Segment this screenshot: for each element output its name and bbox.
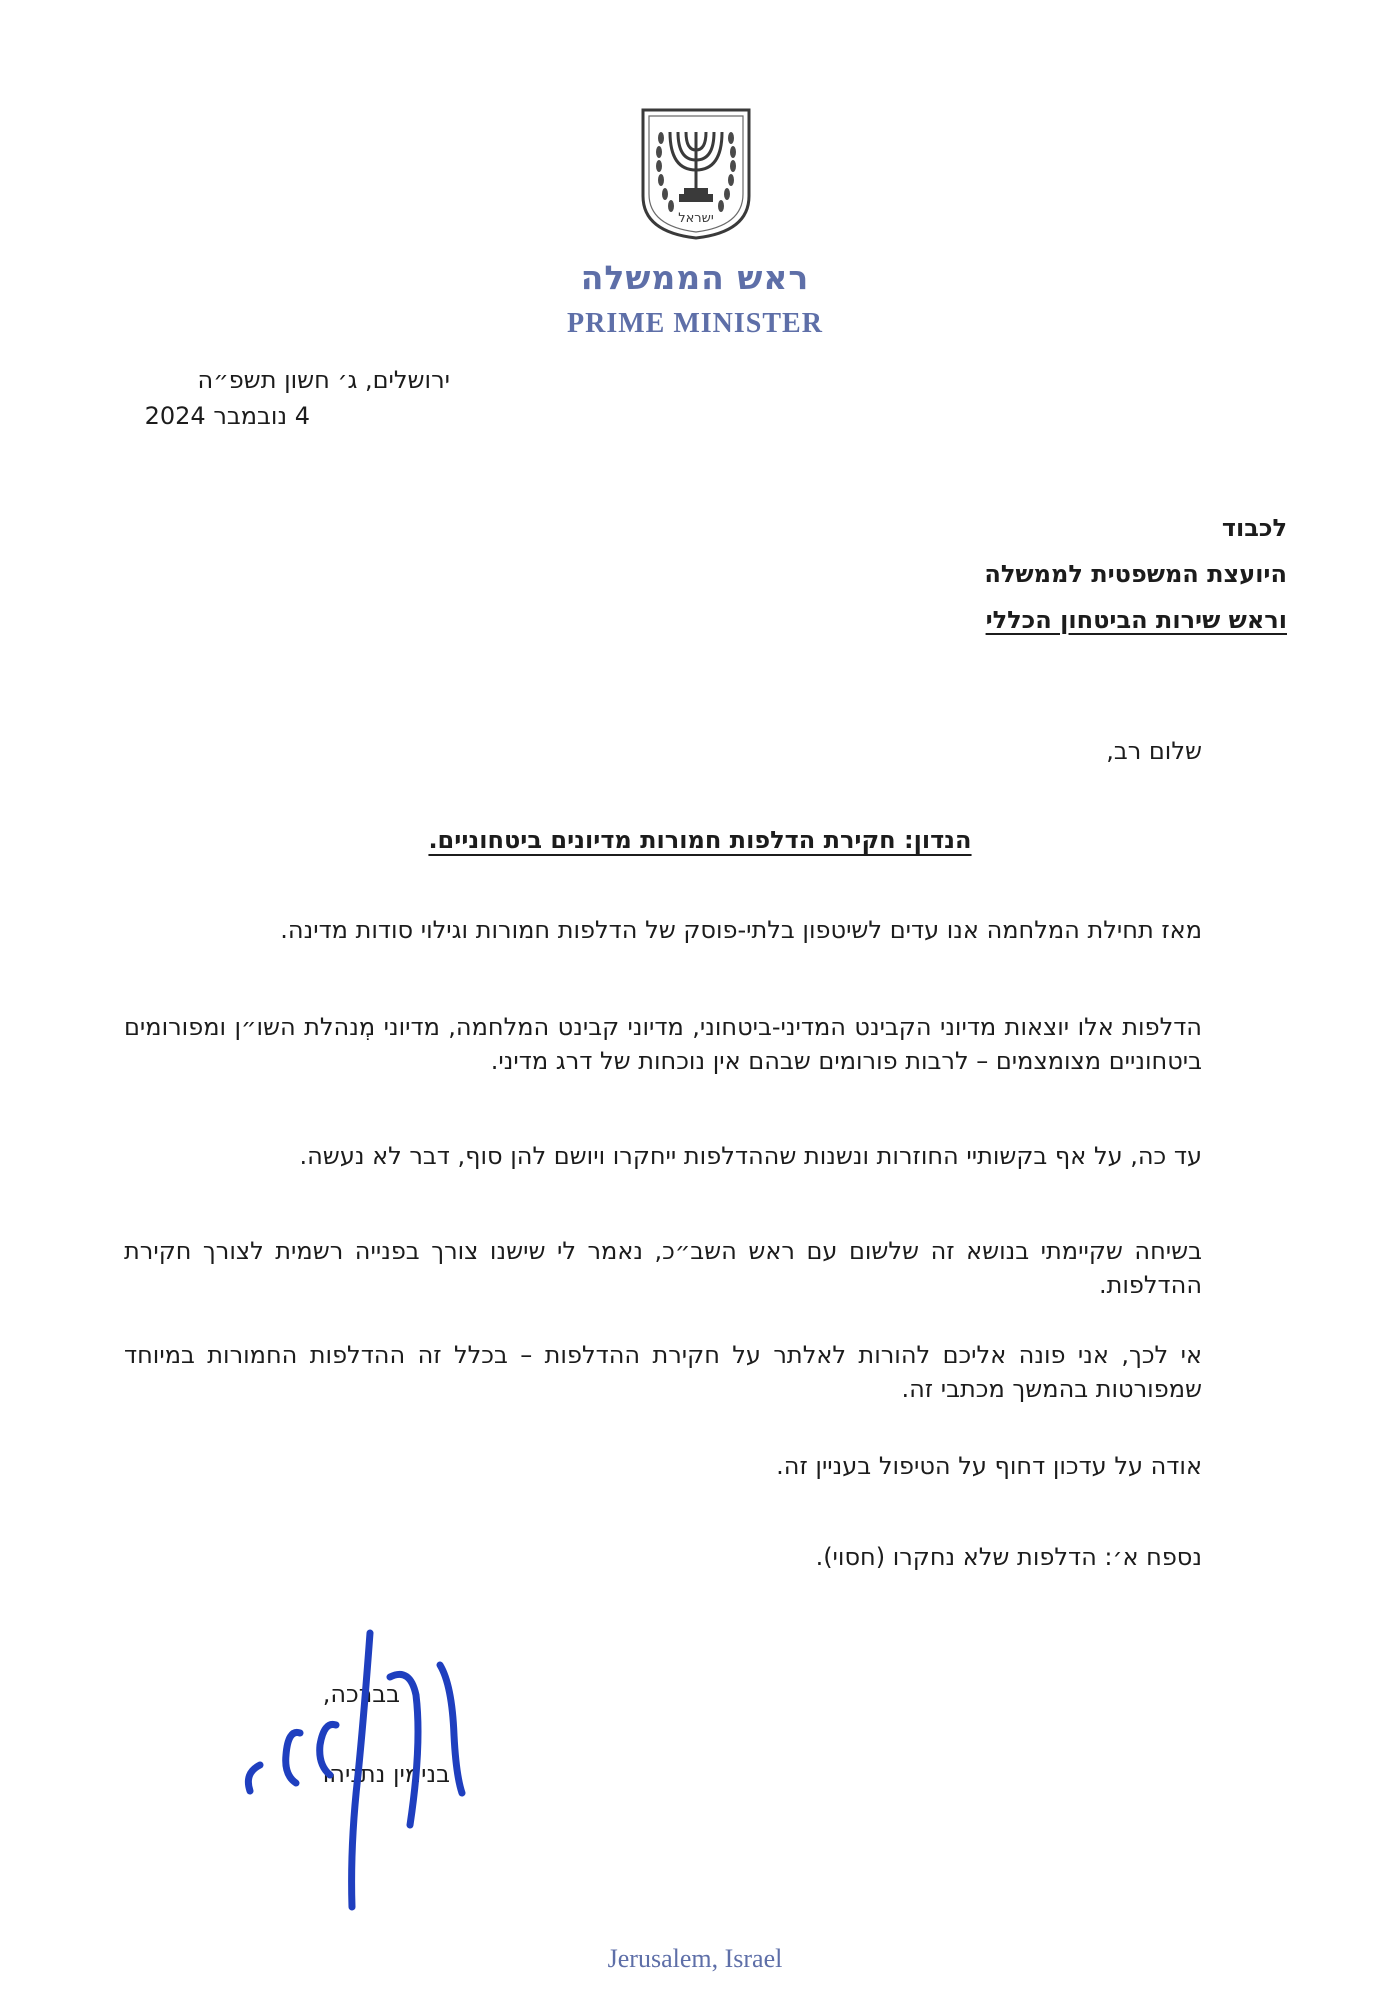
signature-icon (240, 1625, 480, 1915)
paragraph: עד כה, על אף בקשותיי החוזרות ונשנות שההדלפות ייחקרו ויושם להן סוף, דבר לא נעשה. (299, 1142, 1202, 1170)
paragraph: מאז תחילת המלחמה אנו עדים לשיטפון בלתי-פוסק של הדלפות חמורות וגילוי סודות מדינה. (280, 916, 1202, 944)
paragraph: אי לכך, אני פונה אליכם להורות לאלתר על חקירת ההדלפות – בכלל זה ההדלפות החמורות במיוחד שמפורטות בהמשך מכתבי זה. (124, 1341, 1202, 1403)
greeting: שלום רב, (1106, 737, 1202, 765)
footer-address: Jerusalem, Israel (607, 1944, 783, 1973)
recipient-shin-bet-head: וראש שירות הביטחון הכללי (985, 606, 1287, 634)
paragraph: בשיחה שקיימתי בנושא זה שלשום עם ראש השב״כ, נאמר לי שישנו צורך בפנייה רשמית לצורך חקירת ההדלפות. (124, 1237, 1202, 1299)
state-emblem-icon (637, 104, 755, 242)
appendix-line: נספח א׳: הדלפות שלא נחקרו (חסוי). (815, 1543, 1202, 1571)
date-block (110, 362, 450, 434)
thanks-line: אודה על עדכון דחוף על הטיפול בעניין זה. (776, 1452, 1202, 1480)
office-title-english: PRIME MINISTER (567, 308, 823, 339)
date-line-hebrew: ירושלים, ג׳ חשון תשפ״ה (197, 366, 450, 394)
paragraph: הדלפות אלו יוצאות מדיוני הקבינט המדיני-ביטחוני, מדיוני קבינט המלחמה, מדיוני מְנהלת השו״ן ומפורומים ביטחוניים מצומצמים – לרבות פורומים שבהם אין נוכחות של דרג מדיני. (124, 1013, 1202, 1075)
office-title-hebrew: ראש הממשלה (580, 258, 810, 297)
recipient-attorney-general: היועצת המשפטית לממשלה (984, 560, 1287, 588)
emblem-text: ישראל (678, 211, 714, 226)
subject-line: הנדון: חקירת הדלפות חמורות מדיונים ביטחוניים. (428, 826, 972, 854)
date-line-gregorian: 4 נובמבר 2024 (144, 402, 310, 430)
addressee-block (587, 505, 1287, 643)
signer-name: בנימין נתניהו (322, 1760, 450, 1788)
closing: בברכה, (322, 1680, 400, 1708)
salutation: לכבוד (1221, 514, 1287, 542)
